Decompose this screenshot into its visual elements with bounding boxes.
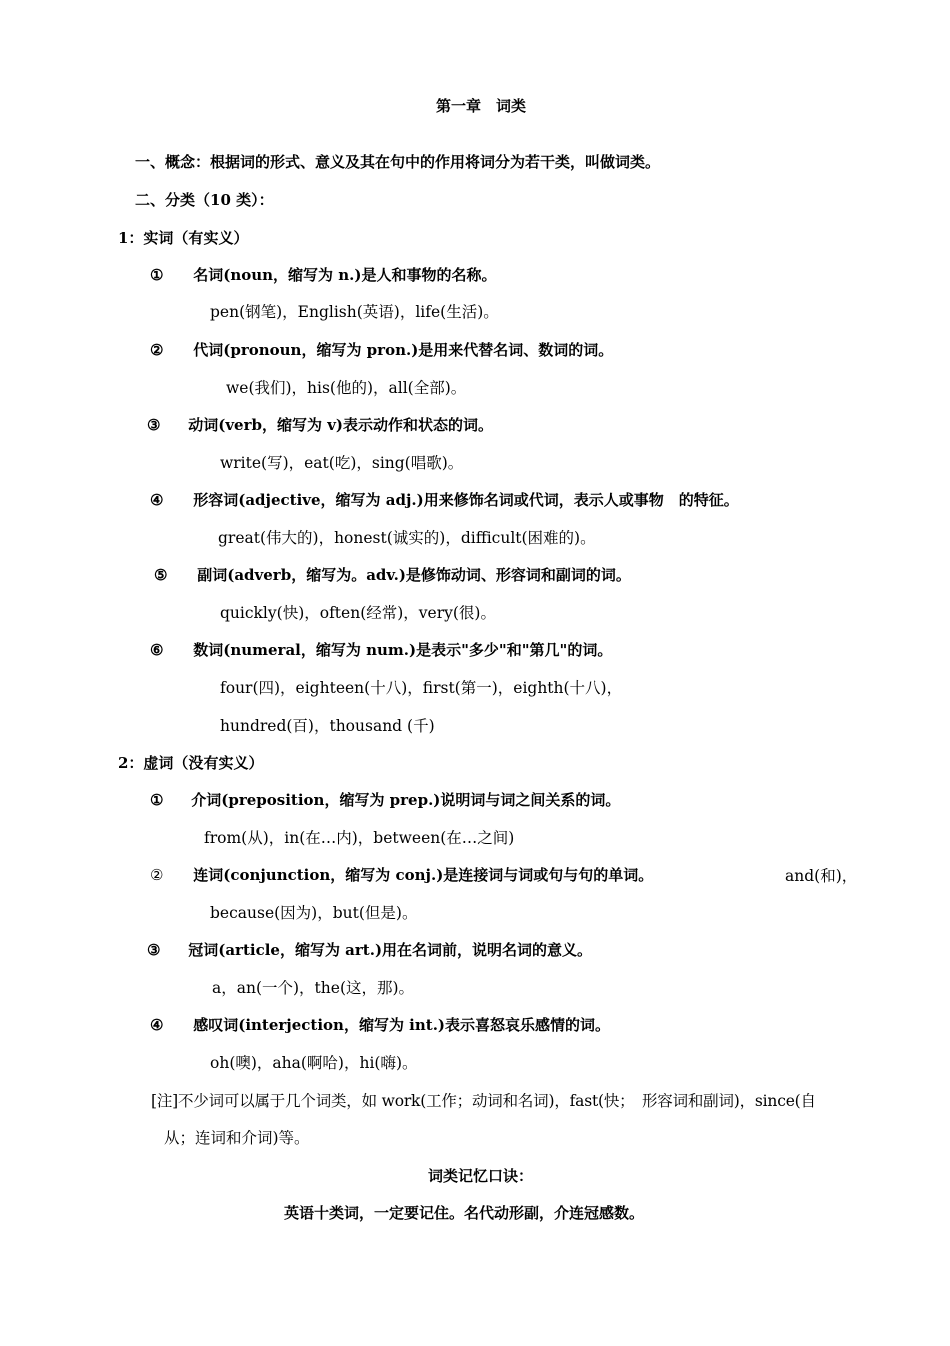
mnemonic-title: 词类记忆口诀：: [428, 1167, 534, 1185]
item-definition: 动词(verb，缩写为 v)表示动作和状态的词。: [188, 416, 494, 434]
item-mark: ①: [150, 791, 164, 809]
item-definition: 连词(conjunction，缩写为 conj.)是连接词与词或句与句的单词。: [193, 866, 654, 884]
item-mark: ⑤: [154, 566, 168, 584]
note-line-1: [注]不少词可以属于几个词类，如 work(工作；动词和名词)，fast(快； 形容词和副词)，since(自: [151, 1092, 816, 1110]
item-definition: 代词(pronoun，缩写为 pron.)是用来代替名词、数词的词。: [193, 341, 614, 359]
item-definition: 数词(numeral，缩写为 num.)是表示"多少"和"第几"的词。: [193, 641, 613, 659]
item-mark: ①: [150, 266, 164, 284]
content-words-heading: 1：实词（有实义）: [118, 229, 249, 247]
item-definition: 冠词(article，缩写为 art.)用在名词前，说明名词的意义。: [188, 941, 593, 959]
item-mark: ④: [150, 491, 164, 509]
function-item-preposition: [150, 790, 620, 810]
content-item-adverb: [154, 565, 631, 585]
item-example: from(从)，in(在…内)，between(在…之间): [204, 829, 515, 847]
item-mark: ③: [147, 941, 161, 959]
item-mark: ⑥: [150, 641, 164, 659]
concept-line: 一、概念：根据词的形式、意义及其在句中的作用将词分为若干类，叫做词类。: [135, 153, 661, 171]
item-example: four(四)，eighteen(十八)，first(第一)，eighth(十八)，: [220, 679, 623, 697]
note-line-2: 从；连词和介词)等。: [164, 1129, 310, 1147]
item-example: oh(噢)，aha(啊哈)，hi(嗨)。: [210, 1054, 418, 1072]
content-item-verb: [147, 415, 493, 435]
item-example-tail: and(和)，: [785, 867, 858, 885]
item-definition: 名词(noun，缩写为 n.)是人和事物的名称。: [193, 266, 497, 284]
item-definition: 介词(preposition，缩写为 prep.)说明词与词之间关系的词。: [191, 791, 621, 809]
classification-line: 二、分类（10 类）：: [135, 191, 274, 209]
item-example: we(我们)，his(他的)，all(全部)。: [226, 379, 467, 397]
item-mark: ②: [150, 341, 164, 359]
content-item-numeral: [150, 640, 612, 660]
item-example: pen(钢笔)，English(英语)，life(生活)。: [210, 303, 499, 321]
item-example: quickly(快)，often(经常)，very(很)。: [220, 604, 496, 622]
item-example: great(伟大的)，honest(诚实的)，difficult(困难的)。: [218, 529, 596, 547]
item-example: because(因为)，but(但是)。: [210, 904, 418, 922]
item-mark: ④: [150, 1016, 164, 1034]
item-example: write(写)，eat(吃)，sing(唱歌)。: [220, 454, 464, 472]
content-item-noun: [150, 265, 497, 285]
item-definition: 副词(adverb，缩写为。adv.)是修饰动词、形容词和副词的词。: [197, 566, 631, 584]
item-mark: ③: [147, 416, 161, 434]
content-item-adjective: [150, 490, 739, 510]
function-item-conjunction: [150, 865, 653, 885]
item-example: a，an(一个)，the(这，那)。: [212, 979, 415, 997]
function-item-interjection: [150, 1015, 610, 1035]
item-mark: ②: [150, 866, 164, 884]
item-definition: 感叹词(interjection，缩写为 int.)表示喜怒哀乐感情的词。: [193, 1016, 611, 1034]
item-definition: 形容词(adjective，缩写为 adj.)用来修饰名词或代词，表示人或事物 的特征。: [193, 491, 739, 509]
item-example: hundred(百)，thousand (千): [220, 717, 435, 735]
page-title: 第一章 词类: [436, 97, 527, 115]
mnemonic-text: 英语十类词，一定要记住。名代动形副，介连冠感数。: [284, 1204, 645, 1222]
function-item-article: [147, 940, 592, 960]
content-item-pronoun: [150, 340, 613, 360]
function-words-heading: 2：虚词（没有实义）: [118, 754, 264, 772]
